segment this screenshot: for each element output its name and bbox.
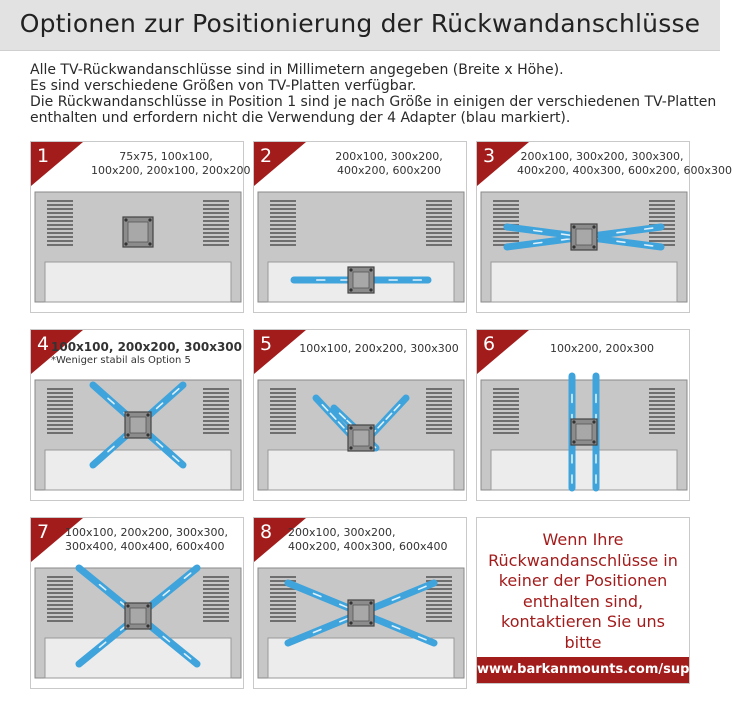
intro-line-4: enthalten und erfordern nicht die Verwendung der 4 Adapter (blau markiert). — [30, 110, 571, 126]
option-number: 3 — [483, 145, 496, 167]
option-number: 1 — [37, 145, 50, 167]
mount-plate — [348, 600, 374, 626]
mount-plate — [571, 224, 597, 250]
contact-box — [476, 517, 721, 684]
option-panel-7 — [30, 517, 244, 689]
contact-message: Wenn Ihre Rückwandanschlüsse in keiner der Positionen enthalten sind, kontaktieren Sie uns bitte — [488, 530, 678, 652]
option-panel-4 — [30, 329, 244, 501]
option-panel-5 — [253, 329, 467, 501]
support-link[interactable]: www.barkanmounts.com/support — [477, 657, 689, 683]
option-panel-8 — [253, 517, 467, 689]
size-line: 100x100, 200x200, 300x300 — [299, 342, 459, 355]
option-panel-6 — [476, 329, 690, 501]
stability-note: *Weniger stabil als Option 5 — [51, 355, 191, 366]
tv-lower-panel — [45, 450, 231, 490]
size-line: 400x200, 400x300, 600x400 — [288, 540, 448, 553]
intro-text — [30, 62, 720, 126]
size-line: 200x100, 300x200, 300x300, — [520, 150, 684, 163]
size-line: 100x200, 200x300 — [550, 342, 654, 355]
mount-plate — [125, 603, 151, 629]
option-panel-2 — [253, 141, 467, 313]
page-title: Optionen zur Positionierung der Rückwandanschlüsse — [19, 9, 701, 38]
option-sizes — [91, 150, 251, 178]
mount-plate — [571, 419, 597, 445]
mount-plate — [125, 412, 151, 438]
tv-lower-panel — [45, 638, 231, 678]
intro-line-3: Die Rückwandanschlüsse in Position 1 sind je nach Größe in einigen der verschiedenen TV-Platten — [30, 94, 717, 110]
size-line: 400x200, 400x300, 600x200, 600x300 — [517, 164, 732, 177]
option-number: 4 — [37, 333, 50, 355]
option-sizes — [517, 342, 687, 356]
option-number: 5 — [260, 333, 273, 355]
intro-line-1: Alle TV-Rückwandanschlüsse sind in Millimetern angegeben (Breite x Höhe). — [30, 62, 564, 78]
tv-lower-panel — [491, 450, 677, 490]
option-sizes — [65, 526, 241, 554]
option-panel-3 — [476, 141, 732, 313]
tv-lower-panel — [268, 638, 454, 678]
option-sizes — [288, 526, 464, 554]
intro-line-2: Es sind verschiedene Größen von TV-Platten verfügbar. — [30, 78, 417, 94]
option-sizes — [51, 340, 241, 368]
option-panel-1 — [30, 141, 251, 313]
option-number: 6 — [483, 333, 496, 355]
size-line: 100x200, 200x100, 200x200 — [91, 164, 251, 177]
size-line: 200x100, 300x200, — [335, 150, 443, 163]
option-number: 7 — [37, 521, 50, 543]
option-sizes — [294, 342, 464, 356]
option-number-badge — [31, 142, 83, 186]
size-line: 300x400, 400x400, 600x400 — [65, 540, 225, 553]
size-line: 100x100, 200x200, 300x300, — [65, 526, 228, 539]
size-line: 400x200, 600x200 — [337, 164, 441, 177]
tv-lower-panel — [491, 262, 677, 302]
mount-plate — [348, 267, 374, 293]
header-bar — [0, 0, 720, 51]
option-number: 8 — [260, 521, 273, 543]
tv-lower-panel — [45, 262, 231, 302]
size-line: 200x100, 300x200, — [288, 526, 396, 539]
tv-lower-panel — [268, 450, 454, 490]
size-line: 75x75, 100x100, — [119, 150, 213, 163]
option-sizes — [314, 150, 464, 178]
size-line: 100x100, 200x200, 300x300 — [51, 340, 242, 354]
option-number: 2 — [260, 145, 273, 167]
mount-plate — [123, 217, 153, 247]
option-sizes — [517, 150, 732, 178]
mount-plate — [348, 425, 374, 451]
option-number-badge — [254, 142, 306, 186]
